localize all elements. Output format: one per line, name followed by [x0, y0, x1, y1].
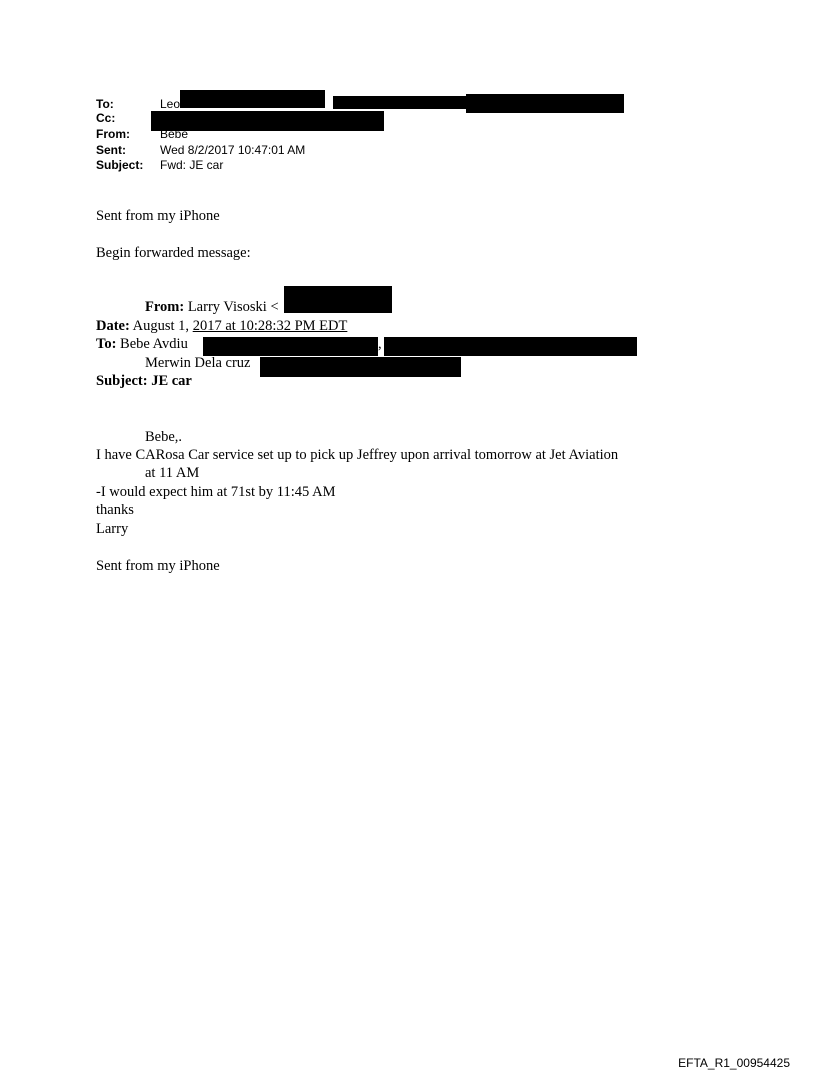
fwd-subject-value: JE car — [151, 373, 192, 389]
document-id: EFTA_R1_00954425 — [678, 1056, 790, 1070]
fwd-to-value: Bebe Avdiu — [120, 336, 188, 352]
redaction-fwd-to-3 — [260, 357, 461, 377]
to-label: To: — [96, 97, 114, 111]
fwd-date-prefix: August 1, — [132, 318, 193, 334]
fwd-to-row — [96, 336, 188, 353]
redaction-fwd-from — [284, 286, 392, 313]
begin-forwarded-message: Begin forwarded message: — [96, 245, 251, 261]
fwd-date-row — [96, 318, 347, 335]
sent-value: Wed 8/2/2017 10:47:01 AM — [160, 143, 306, 157]
fwd-date-label: Date: — [96, 318, 130, 334]
message-signature: Larry — [96, 521, 129, 537]
header-from-row — [96, 127, 188, 141]
from-label: From: — [96, 127, 130, 141]
cc-label: Cc: — [96, 111, 116, 125]
fwd-to-label: To: — [96, 336, 117, 352]
message-greeting: Bebe,. — [145, 429, 183, 445]
redaction-to-3 — [466, 94, 624, 113]
fwd-to-comma: , — [378, 336, 382, 352]
header-to-row — [96, 97, 180, 111]
header-subject-row — [96, 158, 223, 172]
subject-value: Fwd: JE car — [160, 158, 224, 172]
message-line-2: -I would expect him at 71st by 11:45 AM — [96, 484, 336, 500]
fwd-from-row — [145, 299, 279, 316]
fwd-to-second: Merwin Dela cruz — [145, 355, 251, 371]
sent-label: Sent: — [96, 143, 126, 157]
to-value: Leo — [160, 97, 181, 111]
sent-from-iphone-1: Sent from my iPhone — [96, 208, 220, 224]
fwd-from-value: Larry Visoski < — [187, 299, 279, 315]
redaction-to-2 — [333, 96, 468, 109]
fwd-subject-label: Subject: — [96, 373, 148, 389]
fwd-from-label: From: — [145, 299, 185, 315]
header-sent-row — [96, 143, 305, 157]
message-thanks: thanks — [96, 502, 134, 518]
from-value: Bebe — [160, 127, 189, 141]
subject-label: Subject: — [96, 158, 144, 172]
message-line-1-continued: at 11 AM — [145, 465, 200, 481]
redaction-to-1 — [180, 90, 325, 108]
fwd-date-value: 2017 at 10:28:32 PM EDT — [192, 318, 348, 334]
message-line-1: I have CARosa Car service set up to pick up Jeffrey upon arrival tomorrow at Jet Aviation — [96, 447, 619, 463]
sent-from-iphone-2: Sent from my iPhone — [96, 558, 220, 574]
redaction-fwd-to-1 — [203, 337, 378, 356]
fwd-subject-row — [96, 373, 192, 390]
redaction-fwd-to-2 — [384, 337, 637, 356]
